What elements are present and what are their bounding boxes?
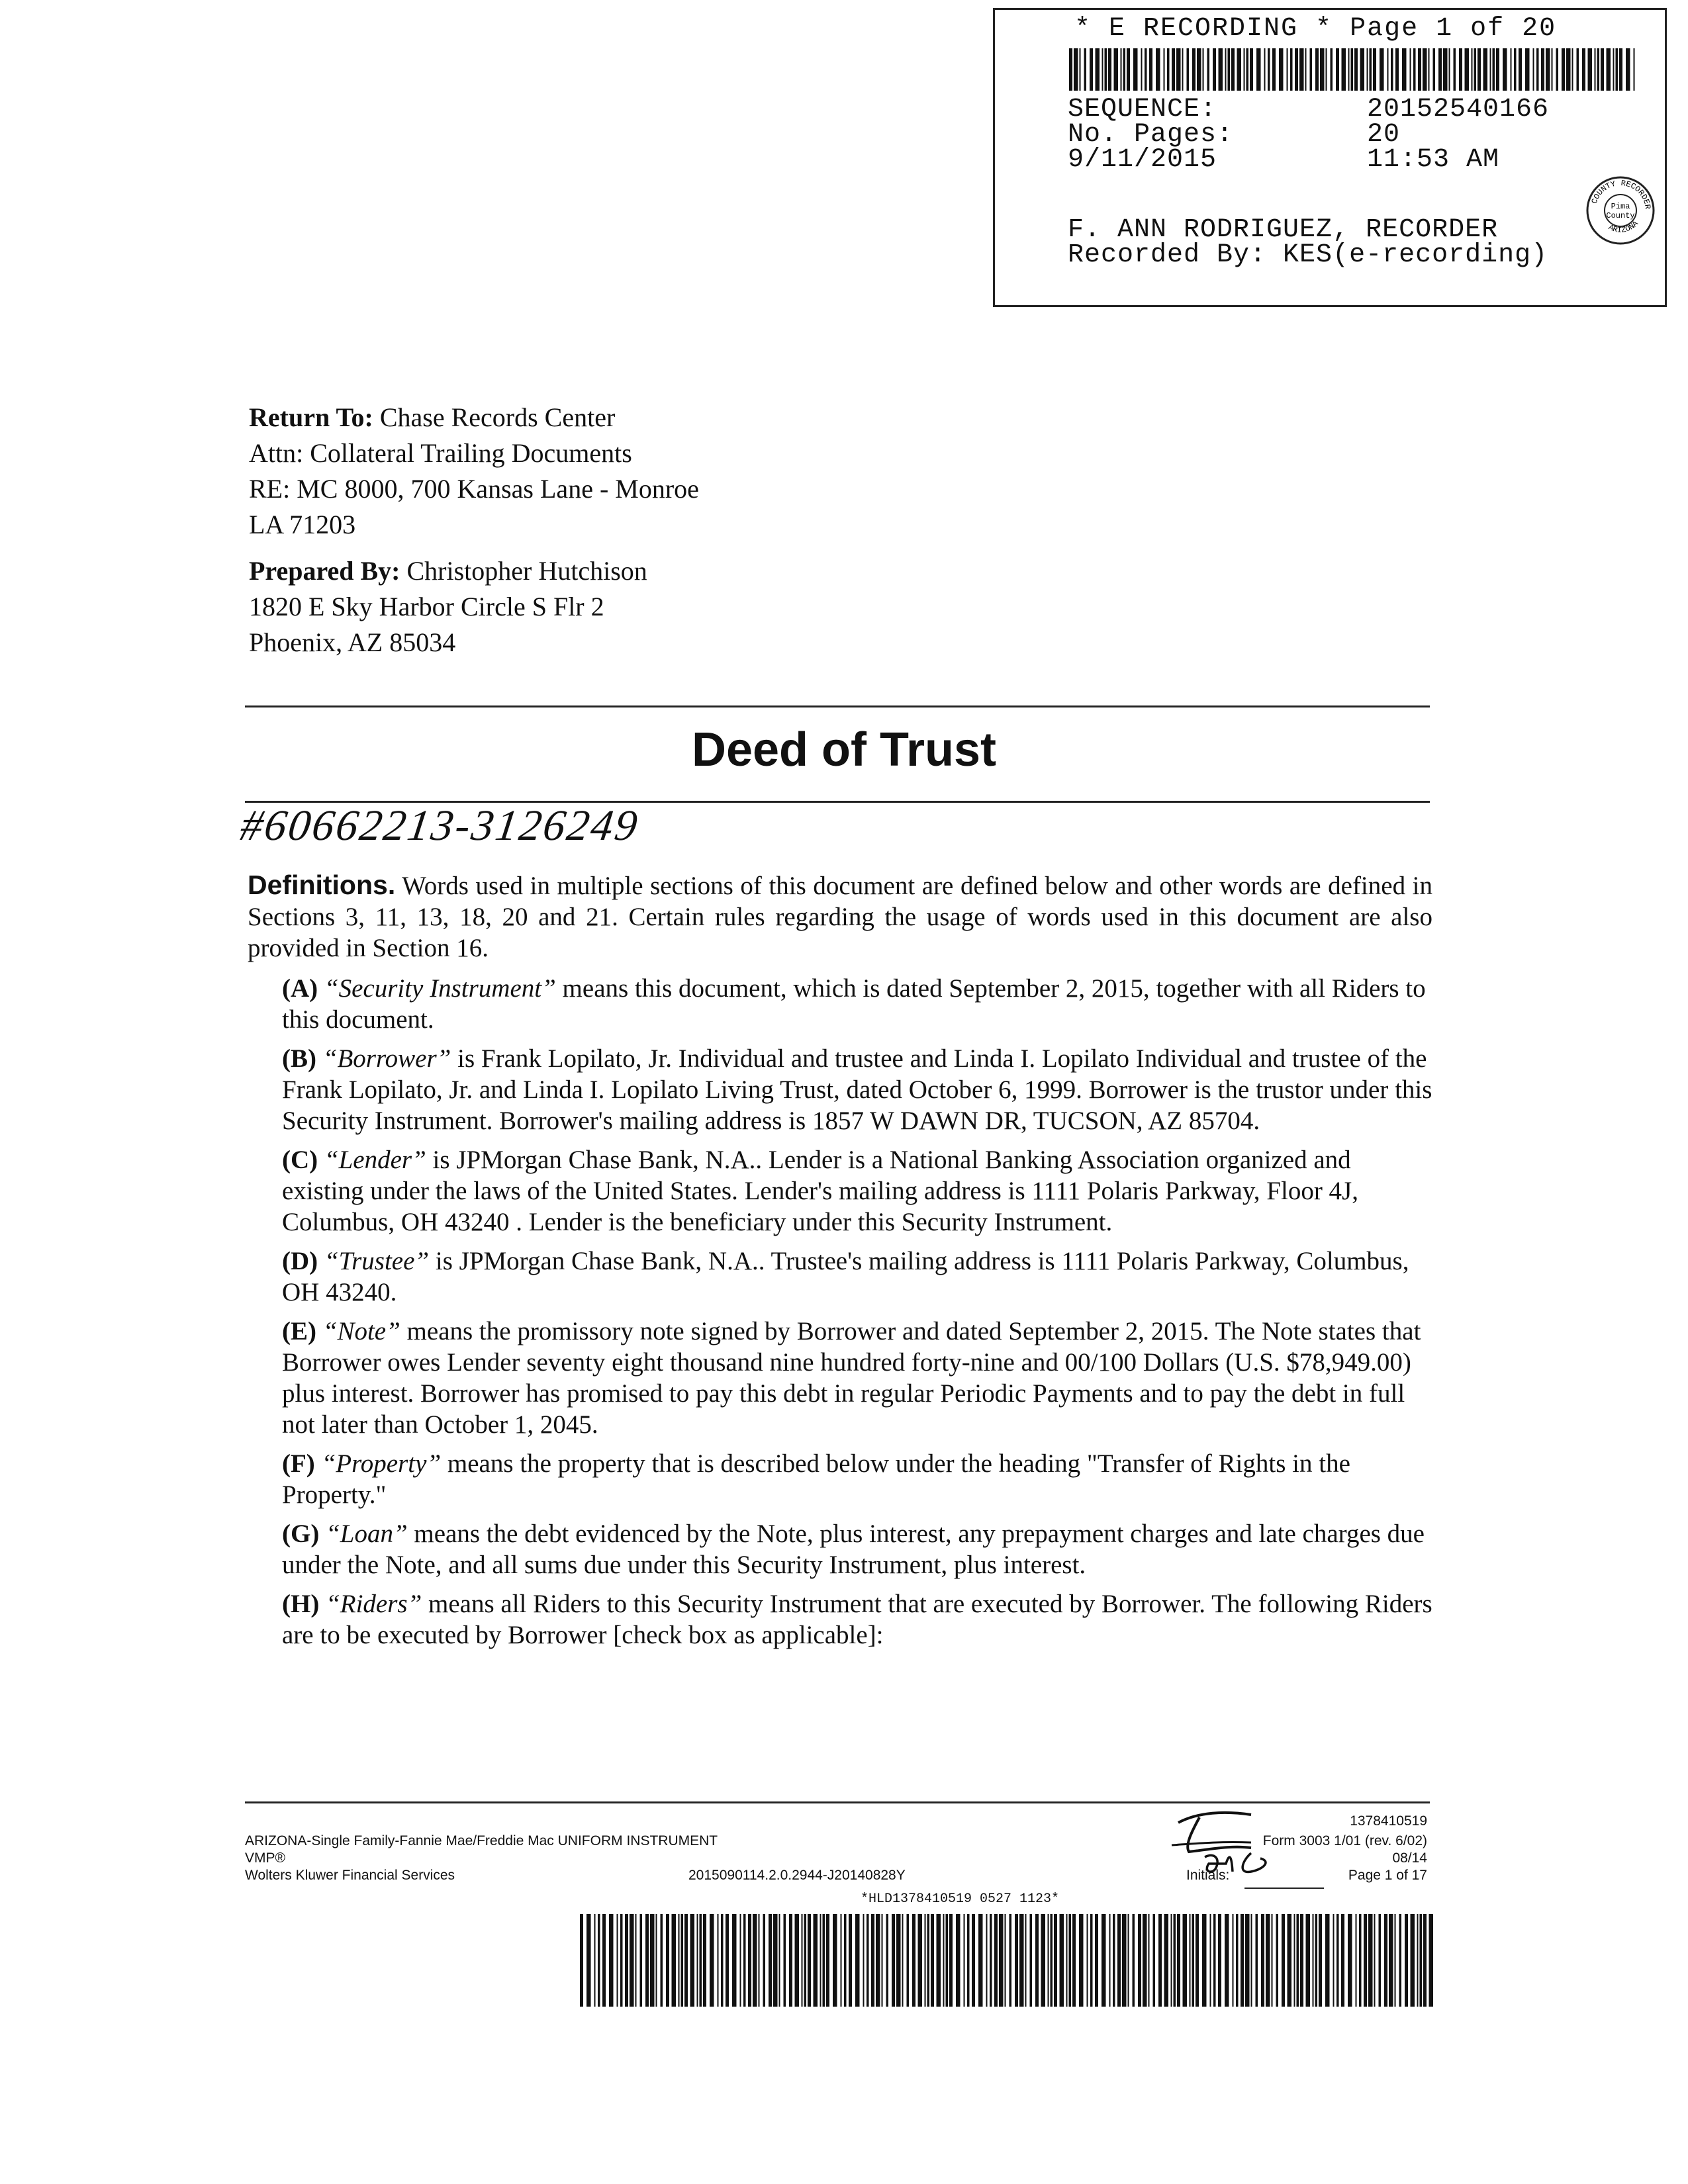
definition-term: “Property” [321, 1449, 442, 1478]
definition-item [282, 1043, 1432, 1136]
handwritten-initials-signature [1152, 1805, 1344, 1878]
definition-text: means the debt evidenced by the Note, plus interest, any prepayment charges and late charges due under the Note, and all sums due under this Security Instrument, plus interest. [282, 1520, 1425, 1579]
initials-line [1244, 1888, 1324, 1889]
svg-text:COUNTY RECORDER: COUNTY RECORDER [1589, 178, 1653, 210]
vmp-mark: VMP® [245, 1850, 285, 1866]
return-to-block [249, 400, 699, 543]
definition-term: “Riders” [326, 1590, 422, 1618]
definition-letter: (G) [282, 1520, 320, 1548]
definition-text: means the property that is described below under the heading "Transfer of Rights in the Property." [282, 1449, 1350, 1509]
definition-letter: (H) [282, 1590, 320, 1618]
stamp-barcode-image [1069, 48, 1636, 91]
footer-rule [245, 1801, 1430, 1803]
sequence-label: SEQUENCE: [1068, 95, 1217, 124]
definition-item [282, 1588, 1432, 1651]
prepared-by-block [249, 553, 647, 660]
definitions-intro-text: Words used in multiple sections of this document are defined below and other words are defined in Sections 3, 11, 13, 18, 20 and 21. Certain rules regarding the usage of words used in this document are also provided in Section 16. [248, 872, 1433, 962]
definition-term: “Borrower” [322, 1044, 451, 1073]
return-to-line4: LA 71203 [249, 510, 356, 539]
definition-term: “Note” [322, 1317, 400, 1345]
return-to-line2: Attn: Collateral Trailing Documents [249, 438, 632, 468]
return-to-line1: Chase Records Center [379, 402, 616, 432]
prepared-by-line2: 1820 E Sky Harbor Circle S Flr 2 [249, 592, 604, 621]
definition-letter: (A) [282, 974, 318, 1003]
prepared-by-line1: Christopher Hutchison [406, 556, 647, 586]
definitions-list [248, 973, 1432, 1651]
form-number: Form 3003 1/01 (rev. 6/02) [1262, 1833, 1427, 1848]
definition-letter: (D) [282, 1247, 318, 1275]
form-revision: 08/14 [1392, 1850, 1427, 1866]
initials-label: Initials: [1186, 1868, 1230, 1883]
form-description: ARIZONA-Single Family-Fannie Mae/Freddie Mac UNIFORM INSTRUMENT [245, 1833, 718, 1848]
definition-term: “Lender” [324, 1146, 426, 1174]
definition-item [282, 1316, 1432, 1440]
svg-text:ARIZONA: ARIZONA [1607, 218, 1640, 235]
return-to-label: Return To: [249, 402, 373, 432]
svg-text:Pima: Pima [1611, 202, 1630, 211]
handwritten-loan-number: #60662213-3126249 [237, 801, 643, 850]
prepared-by-line3: Phoenix, AZ 85034 [249, 627, 456, 657]
definition-text: means all Riders to this Security Instrument that are executed by Borrower. The following Riders are to be executed by Borrower [check box as applicable]: [282, 1590, 1432, 1649]
title-top-rule [245, 705, 1430, 707]
definition-letter: (B) [282, 1044, 316, 1073]
definition-term: “Security Instrument” [324, 974, 556, 1003]
definition-letter: (C) [282, 1146, 318, 1174]
publisher-name: Wolters Kluwer Financial Services [245, 1868, 455, 1883]
recording-stamp [993, 8, 1667, 307]
definition-text: is JPMorgan Chase Bank, N.A.. Trustee's mailing address is 1111 Polaris Parkway, Columbus, OH 43240. [282, 1247, 1409, 1306]
definition-item [282, 1246, 1432, 1308]
definition-text: is Frank Lopilato, Jr. Individual and trustee and Linda I. Lopilato Individual and trustee of the Frank Lopilato, Jr. and Linda I. Lopilato Living Trust, dated October 6, 1999. Borrower is the trustor under this Security Instrument. Borrower's mailing address is 1857 W DAWN DR, TUCSON, AZ 85704. [282, 1044, 1432, 1135]
definition-text: means the promissory note signed by Borrower and dated September 2, 2015. The Note states that Borrower owes Lender seventy eight thousand nine hundred forty-nine and 00/100 Dollars (U.S. $78,949.00) plus interest. Borrower has promised to pay this debt in regular Periodic Payments and to pay the debt in full not later than October 1, 2045. [282, 1317, 1421, 1439]
definition-item [282, 1518, 1432, 1580]
document-code: 2015090114.2.0.2944-J20140828Y [688, 1868, 906, 1883]
pages-label: No. Pages: [1068, 120, 1234, 150]
recorded-by: Recorded By: KES(e-recording) [1068, 240, 1548, 270]
document-barcode-image [580, 1914, 1434, 2007]
definition-term: “Loan” [326, 1520, 408, 1548]
recording-time: 11:53 AM [1367, 145, 1500, 175]
recorder-name: F. ANN RODRIGUEZ, RECORDER [1068, 215, 1499, 245]
stamp-heading: * E RECORDING * Page 1 of 20 [1074, 14, 1557, 44]
definition-item [282, 973, 1432, 1035]
page-number: Page 1 of 17 [1348, 1868, 1427, 1883]
definitions-section [248, 870, 1432, 1659]
definition-text: means this document, which is dated September 2, 2015, together with all Riders to this document. [282, 974, 1426, 1034]
recording-date: 9/11/2015 [1068, 145, 1217, 175]
svg-text:County: County [1606, 211, 1635, 220]
definition-text: is JPMorgan Chase Bank, N.A.. Lender is a National Banking Association organized and existing under the laws of the United States. Lender's mailing address is 1111 Polaris Parkway, Floor 4J, Columbus, OH 43240 . Lender is the beneficiary under this Security Instrument. [282, 1146, 1358, 1236]
return-to-line3: RE: MC 8000, 700 Kansas Lane - Monroe [249, 474, 699, 504]
definition-letter: (F) [282, 1449, 315, 1478]
definition-item [282, 1448, 1432, 1510]
sequence-value: 20152540166 [1367, 95, 1550, 124]
barcode-caption: *HLD1378410519 0527 1123* [861, 1891, 1060, 1907]
definition-item [282, 1144, 1432, 1238]
definition-term: “Trustee” [324, 1247, 430, 1275]
loan-id: 1378410519 [1350, 1813, 1427, 1829]
definition-letter: (E) [282, 1317, 316, 1345]
definitions-intro [248, 870, 1432, 964]
prepared-by-label: Prepared By: [249, 556, 400, 586]
document-title: Deed of Trust [691, 723, 997, 776]
definitions-heading: Definitions. [248, 870, 396, 900]
pages-value: 20 [1367, 120, 1401, 150]
county-recorder-seal-icon [1584, 174, 1657, 247]
